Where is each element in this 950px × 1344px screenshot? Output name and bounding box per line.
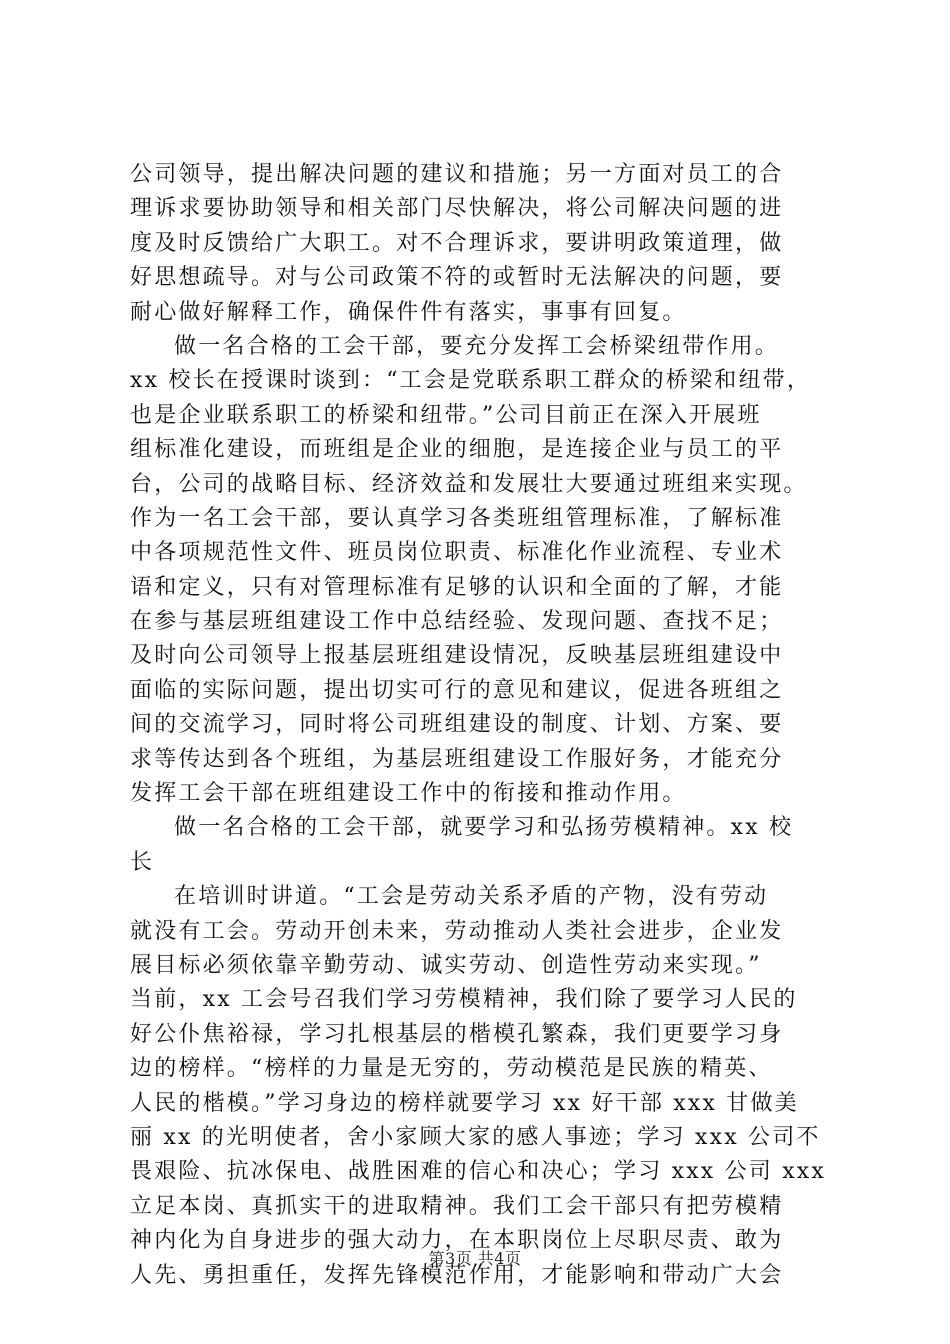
text-line: 就没有工会。劳动开创未来，劳动推动人类社会进步，企业发 (130, 918, 784, 944)
text-line: xx 校长在授课时谈到：“工会是党联系职工群众的桥梁和纽带， (130, 368, 812, 394)
text-line: 人民的楷模。”学习身边的榜样就要学习 xx 好干部 xxx 甘做美 (130, 1090, 799, 1116)
text-line: 求等传达到各个班组，为基层班组建设工作服好务，才能充分 (130, 746, 784, 772)
text-line: 及时向公司领导上报基层班组建设情况，反映基层班组建设中 (130, 643, 784, 669)
page-footer: 第3页 共4页 (428, 1249, 522, 1268)
text-line: 理诉求要协助领导和相关部门尽快解决，将公司解决问题的进 (130, 196, 784, 222)
text-line: 中各项规范性文件、班员岗位职责、标准化作业流程、专业术 (130, 540, 784, 566)
body-text (130, 158, 842, 1293)
text-line: 公司领导，提出解决问题的建议和措施；另一方面对员工的合 (130, 162, 784, 187)
text-line: 间的交流学习，同时将公司班组建设的制度、计划、方案、要 (130, 712, 784, 738)
text-line: 好公仆焦裕禄，学习扎根基层的楷模孔繁森，我们更要学习身 (130, 1021, 784, 1047)
text-line: 边的榜样。“榜样的力量是无穷的，劳动模范是民族的精英、 (130, 1056, 773, 1082)
text-line: 耐心做好解释工作，确保件件有落实，事事有回复。 (130, 299, 687, 325)
text-line: 神内化为自身进步的强大动力，在本职岗位上尽职尽责、敢为 (130, 1228, 784, 1254)
text-line: 发挥工会干部在班组建设工作中的衔接和推动作用。 (130, 781, 687, 807)
paragraph-start-line: 做一名合格的工会干部，要充分发挥工会桥梁纽带作用。 (174, 333, 780, 359)
text-line: 人先、勇担重任，发挥先锋模范作用，才能影响和带动广大会 (130, 1262, 784, 1288)
text-line: 也是企业联系职工的桥梁和纽带。”公司目前正在深入开展班 (130, 402, 762, 428)
text-line: 展目标必须依靠辛勤劳动、诚实劳动、创造性劳动来实现。” (130, 952, 762, 978)
text-line: 面临的实际问题，提出切实可行的意见和建议，促进各班组之 (130, 677, 784, 703)
text-line: 好思想疏导。对与公司政策不符的或暂时无法解决的问题，要 (130, 265, 784, 291)
text-line: 长 (130, 849, 155, 875)
text-line: 在参与基层班组建设工作中总结经验、发现问题、查找不足； (130, 609, 784, 635)
text-line: 台，公司的战略目标、经济效益和发展壮大要通过班组来实现。 (130, 471, 808, 497)
text-line: 组标准化建设，而班组是企业的细胞，是连接企业与员工的平 (130, 437, 784, 463)
text-line: 畏艰险、抗冰保电、战胜困难的信心和决心；学习 xxx 公司 xxx (130, 1159, 827, 1185)
text-line: 丽 xx 的光明使者，舍小家顾大家的感人事迹；学习 xxx 公司不 (130, 1124, 821, 1150)
text-line: 语和定义，只有对管理标准有足够的认识和全面的了解，才能 (130, 574, 784, 600)
text-line: 作为一名工会干部，要认真学习各类班组管理标准，了解标准 (130, 505, 784, 531)
paragraph-start-line: 做一名合格的工会干部，就要学习和弘扬劳模精神。xx 校 (174, 815, 794, 841)
text-line: 立足本岗、真抓实干的进取精神。我们工会干部只有把劳模精 (130, 1193, 784, 1219)
text-line: 当前，xx 工会号召我们学习劳模精神，我们除了要学习人民的 (130, 987, 798, 1013)
paragraph-start-line: 在培训时讲道。“工会是劳动关系矛盾的产物，没有劳动 (174, 884, 769, 910)
text-line: 度及时反馈给广大职工。对不合理诉求，要讲明政策道理，做 (130, 230, 784, 256)
